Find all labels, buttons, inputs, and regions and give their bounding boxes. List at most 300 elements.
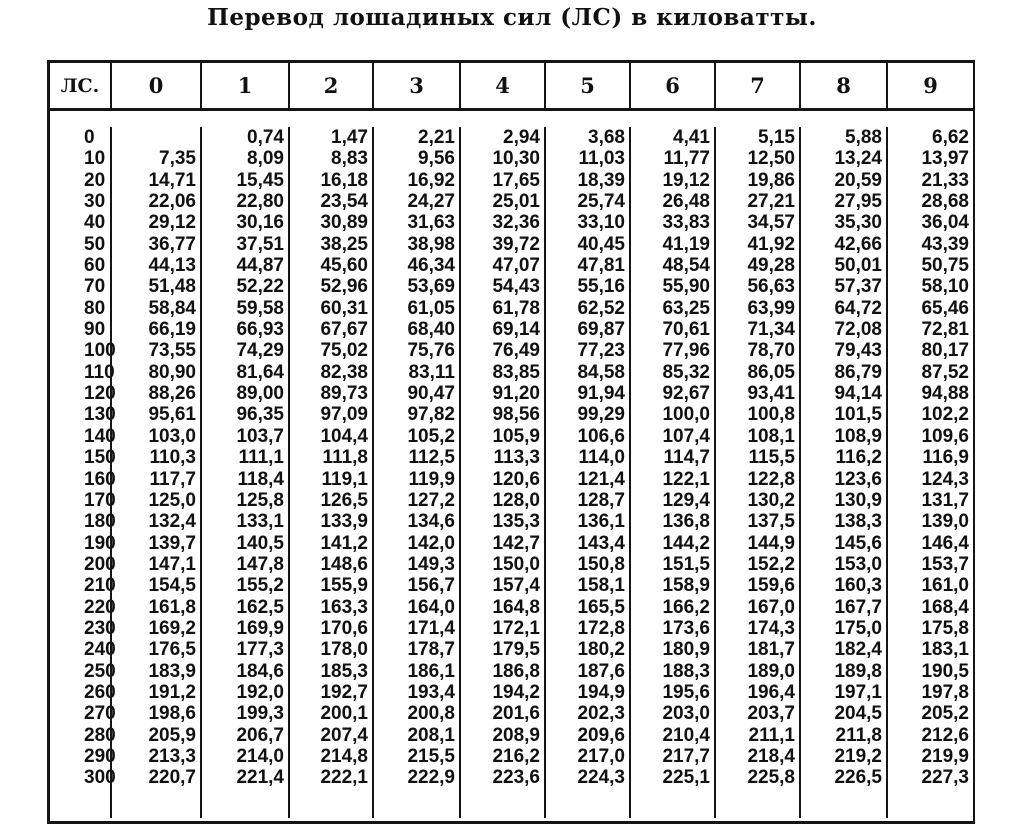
table-cell: 221,4 bbox=[236, 767, 284, 789]
table-cell: 195,6 bbox=[662, 681, 710, 703]
table-cell: 157,4 bbox=[492, 575, 540, 597]
table-cell: 100,0 bbox=[662, 404, 710, 426]
row-label-column bbox=[50, 127, 116, 818]
table-cell: 1,47 bbox=[331, 127, 368, 148]
table-cell: 40,45 bbox=[577, 233, 625, 255]
row-label: 250 bbox=[84, 660, 116, 682]
value-column-4 bbox=[459, 127, 544, 818]
table-cell: 212,6 bbox=[921, 724, 969, 746]
table-cell: 136,8 bbox=[662, 511, 710, 533]
table-cell: 211,8 bbox=[835, 724, 882, 746]
table-cell: 87,52 bbox=[921, 361, 969, 383]
table-cell: 54,43 bbox=[492, 276, 540, 298]
row-label: 130 bbox=[84, 404, 116, 426]
row-label: 220 bbox=[84, 596, 116, 618]
table-cell: 50,75 bbox=[921, 255, 969, 277]
table-cell: 59,58 bbox=[236, 297, 284, 319]
table-cell: 226,5 bbox=[834, 767, 882, 789]
table-cell: 197,1 bbox=[834, 681, 882, 703]
header-col-4: 4 bbox=[459, 63, 544, 108]
table-cell: 175,0 bbox=[834, 617, 882, 639]
table-cell: 62,52 bbox=[577, 297, 625, 319]
table-cell: 109,6 bbox=[921, 425, 969, 447]
table-cell: 200,1 bbox=[320, 703, 368, 725]
table-cell: 73,55 bbox=[148, 340, 196, 362]
table-cell: 192,7 bbox=[320, 681, 368, 703]
row-label: 200 bbox=[84, 553, 116, 575]
table-cell: 185,3 bbox=[320, 660, 368, 682]
table-cell: 37,51 bbox=[236, 233, 284, 255]
table-cell: 105,9 bbox=[492, 425, 540, 447]
table-cell: 173,6 bbox=[662, 617, 710, 639]
table-cell: 104,4 bbox=[320, 425, 368, 447]
table-cell: 206,7 bbox=[236, 724, 284, 746]
table-cell: 210,4 bbox=[662, 724, 710, 746]
value-column-6 bbox=[629, 127, 714, 818]
table-cell: 155,2 bbox=[236, 575, 284, 597]
conversion-table bbox=[47, 60, 975, 824]
table-cell: 202,3 bbox=[577, 703, 625, 725]
table-cell: 108,9 bbox=[834, 425, 882, 447]
table-cell: 215,5 bbox=[407, 745, 455, 767]
table-cell: 147,1 bbox=[148, 553, 196, 575]
table-cell: 159,6 bbox=[747, 575, 795, 597]
row-label: 160 bbox=[84, 468, 116, 490]
table-cell: 162,5 bbox=[236, 596, 284, 618]
table-cell: 150,8 bbox=[577, 553, 625, 575]
table-cell: 150,0 bbox=[492, 553, 540, 575]
header-col-1: 1 bbox=[200, 63, 288, 108]
header-col-2: 2 bbox=[288, 63, 372, 108]
table-cell: 101,5 bbox=[834, 404, 882, 426]
table-cell: 72,08 bbox=[834, 319, 882, 341]
table-cell: 214,8 bbox=[320, 745, 368, 767]
table-cell: 103,0 bbox=[148, 425, 196, 447]
table-cell: 19,86 bbox=[747, 169, 795, 191]
table-cell: 135,3 bbox=[492, 511, 540, 533]
table-cell: 15,45 bbox=[236, 169, 284, 191]
table-cell: 178,7 bbox=[407, 639, 455, 661]
table-cell: 124,3 bbox=[921, 468, 969, 490]
table-cell: 69,87 bbox=[577, 319, 625, 341]
table-cell: 42,66 bbox=[834, 233, 882, 255]
table-cell: 66,93 bbox=[236, 319, 284, 341]
table-cell: 41,92 bbox=[747, 233, 795, 255]
table-cell: 79,43 bbox=[834, 340, 882, 362]
table-cell: 130,9 bbox=[834, 489, 882, 511]
table-cell: 60,31 bbox=[320, 297, 368, 319]
table-cell: 51,48 bbox=[148, 276, 196, 298]
table-cell: 27,95 bbox=[834, 191, 882, 213]
table-cell: 28,68 bbox=[921, 191, 969, 213]
row-label: 70 bbox=[84, 276, 106, 298]
table-cell: 192,0 bbox=[236, 681, 284, 703]
table-cell: 48,54 bbox=[662, 255, 710, 277]
table-cell: 77,23 bbox=[577, 340, 625, 362]
table-cell: 188,3 bbox=[662, 660, 710, 682]
table-cell: 123,6 bbox=[834, 468, 882, 490]
table-cell: 182,4 bbox=[834, 639, 882, 661]
table-header-row bbox=[50, 63, 973, 111]
value-column-2 bbox=[288, 127, 372, 818]
table-cell: 217,0 bbox=[577, 745, 625, 767]
table-cell: 189,8 bbox=[834, 660, 882, 682]
table-cell: 80,90 bbox=[148, 361, 196, 383]
table-cell: 18,39 bbox=[577, 169, 625, 191]
table-cell: 27,21 bbox=[747, 191, 795, 213]
table-cell: 13,97 bbox=[921, 148, 969, 170]
table-cell: 91,94 bbox=[577, 383, 625, 405]
table-cell: 84,58 bbox=[577, 361, 625, 383]
table-cell: 20,59 bbox=[834, 169, 882, 191]
table-cell: 179,5 bbox=[492, 639, 540, 661]
table-cell: 95,61 bbox=[148, 404, 196, 426]
table-cell: 6,62 bbox=[932, 127, 969, 148]
table-cell: 98,56 bbox=[492, 404, 540, 426]
value-column-1 bbox=[200, 127, 288, 818]
table-cell: 110,3 bbox=[149, 447, 196, 469]
table-cell: 100,8 bbox=[747, 404, 795, 426]
header-col-3: 3 bbox=[372, 63, 459, 108]
table-cell: 44,87 bbox=[236, 255, 284, 277]
table-cell: 55,90 bbox=[662, 276, 710, 298]
table-cell: 66,19 bbox=[148, 319, 196, 341]
table-cell: 155,9 bbox=[320, 575, 368, 597]
table-cell: 181,7 bbox=[747, 639, 795, 661]
table-cell: 133,9 bbox=[320, 511, 368, 533]
table-cell: 170,6 bbox=[320, 617, 368, 639]
table-cell: 93,41 bbox=[747, 383, 795, 405]
table-cell: 52,96 bbox=[320, 276, 368, 298]
row-label: 260 bbox=[84, 681, 116, 703]
row-label: 120 bbox=[84, 383, 116, 405]
table-cell: 187,6 bbox=[577, 660, 625, 682]
row-label: 110 bbox=[84, 361, 115, 383]
table-cell: 19,12 bbox=[662, 169, 710, 191]
table-cell: 26,48 bbox=[662, 191, 710, 213]
table-cell: 153,7 bbox=[921, 553, 969, 575]
table-cell: 11,03 bbox=[578, 148, 625, 170]
table-cell: 154,5 bbox=[148, 575, 196, 597]
table-cell: 90,47 bbox=[407, 383, 455, 405]
table-cell: 43,39 bbox=[921, 233, 969, 255]
table-cell: 217,7 bbox=[662, 745, 710, 767]
table-cell: 120,6 bbox=[492, 468, 540, 490]
table-cell: 33,83 bbox=[662, 212, 710, 234]
table-cell: 180,9 bbox=[662, 639, 710, 661]
table-cell: 214,0 bbox=[236, 745, 284, 767]
table-cell: 70,61 bbox=[662, 319, 710, 341]
table-cell: 2,94 bbox=[503, 127, 540, 148]
table-cell: 86,05 bbox=[747, 361, 795, 383]
table-cell: 23,54 bbox=[320, 191, 368, 213]
table-cell: 142,0 bbox=[407, 532, 455, 554]
table-cell: 177,3 bbox=[236, 639, 284, 661]
table-cell: 85,32 bbox=[662, 361, 710, 383]
table-cell: 139,0 bbox=[921, 511, 969, 533]
table-cell: 156,7 bbox=[407, 575, 455, 597]
header-col-9: 9 bbox=[886, 63, 973, 108]
table-cell: 169,2 bbox=[148, 617, 196, 639]
table-cell: 94,14 bbox=[834, 383, 882, 405]
table-cell: 129,4 bbox=[662, 489, 710, 511]
table-cell: 227,3 bbox=[921, 767, 969, 789]
table-cell: 34,57 bbox=[747, 212, 795, 234]
table-cell: 38,98 bbox=[407, 233, 455, 255]
row-label: 280 bbox=[84, 724, 116, 746]
table-cell: 169,9 bbox=[236, 617, 284, 639]
table-cell: 31,63 bbox=[407, 212, 455, 234]
table-cell: 12,50 bbox=[747, 148, 795, 170]
table-cell: 75,76 bbox=[407, 340, 455, 362]
row-label: 20 bbox=[84, 169, 106, 191]
table-cell: 5,88 bbox=[845, 127, 882, 148]
table-cell: 208,9 bbox=[492, 724, 540, 746]
table-cell: 97,82 bbox=[407, 404, 455, 426]
table-cell: 219,2 bbox=[834, 745, 882, 767]
table-cell: 7,35 bbox=[159, 148, 196, 170]
table-cell: 56,63 bbox=[747, 276, 795, 298]
table-cell: 172,8 bbox=[577, 617, 625, 639]
table-cell: 8,09 bbox=[247, 148, 284, 170]
table-cell: 78,70 bbox=[747, 340, 795, 362]
table-cell: 53,69 bbox=[407, 276, 455, 298]
table-cell: 158,9 bbox=[662, 575, 710, 597]
table-cell: 149,3 bbox=[407, 553, 455, 575]
table-cell: 222,9 bbox=[407, 767, 455, 789]
table-cell: 138,3 bbox=[834, 511, 882, 533]
table-cell: 225,1 bbox=[662, 767, 710, 789]
table-cell: 30,89 bbox=[320, 212, 368, 234]
table-cell: 137,5 bbox=[747, 511, 795, 533]
table-cell: 146,4 bbox=[921, 532, 969, 554]
table-cell: 115,5 bbox=[748, 447, 795, 469]
value-column-9 bbox=[886, 127, 973, 818]
table-cell: 118,4 bbox=[237, 468, 284, 490]
table-cell: 55,16 bbox=[577, 276, 625, 298]
table-cell: 176,5 bbox=[148, 639, 196, 661]
table-cell: 222,1 bbox=[320, 767, 368, 789]
table-cell: 178,0 bbox=[320, 639, 368, 661]
table-cell: 191,2 bbox=[148, 681, 196, 703]
table-cell: 219,9 bbox=[921, 745, 969, 767]
table-cell: 61,05 bbox=[407, 297, 455, 319]
table-cell: 88,26 bbox=[148, 383, 196, 405]
table-cell: 107,4 bbox=[662, 425, 710, 447]
table-cell: 147,8 bbox=[236, 553, 284, 575]
table-cell: 158,1 bbox=[577, 575, 625, 597]
table-cell: 58,84 bbox=[148, 297, 196, 319]
header-col-0: 0 bbox=[110, 63, 200, 108]
table-cell: 164,8 bbox=[492, 596, 540, 618]
table-cell: 211,1 bbox=[748, 724, 795, 746]
row-label: 140 bbox=[84, 425, 116, 447]
row-label: 80 bbox=[84, 297, 106, 319]
table-cell bbox=[112, 127, 200, 148]
table-cell: 127,2 bbox=[407, 489, 455, 511]
row-label: 50 bbox=[84, 233, 106, 255]
table-cell: 136,1 bbox=[577, 511, 625, 533]
row-label: 210 bbox=[84, 575, 116, 597]
table-cell: 200,8 bbox=[407, 703, 455, 725]
table-cell: 203,0 bbox=[662, 703, 710, 725]
table-cell: 128,7 bbox=[577, 489, 625, 511]
row-label: 190 bbox=[84, 532, 116, 554]
table-cell: 58,10 bbox=[921, 276, 969, 298]
table-cell: 111,8 bbox=[322, 447, 368, 469]
table-cell: 99,29 bbox=[577, 404, 625, 426]
table-cell: 83,85 bbox=[492, 361, 540, 383]
table-cell: 189,0 bbox=[747, 660, 795, 682]
table-cell: 140,5 bbox=[236, 532, 284, 554]
table-cell: 96,35 bbox=[236, 404, 284, 426]
table-cell: 11,77 bbox=[663, 148, 710, 170]
table-cell: 113,3 bbox=[493, 447, 540, 469]
table-cell: 114,7 bbox=[663, 447, 710, 469]
table-cell: 105,2 bbox=[407, 425, 455, 447]
table-cell: 57,37 bbox=[834, 276, 882, 298]
table-cell: 63,25 bbox=[662, 297, 710, 319]
table-cell: 194,9 bbox=[577, 681, 625, 703]
table-cell: 132,4 bbox=[148, 511, 196, 533]
table-cell: 184,6 bbox=[236, 660, 284, 682]
table-cell: 165,5 bbox=[577, 596, 625, 618]
table-cell: 68,40 bbox=[407, 319, 455, 341]
table-cell: 167,0 bbox=[747, 596, 795, 618]
header-col-8: 8 bbox=[799, 63, 886, 108]
table-cell: 205,2 bbox=[921, 703, 969, 725]
table-cell: 216,2 bbox=[492, 745, 540, 767]
table-cell: 153,0 bbox=[834, 553, 882, 575]
table-cell: 174,3 bbox=[747, 617, 795, 639]
table-cell: 183,1 bbox=[921, 639, 969, 661]
table-cell: 25,01 bbox=[492, 191, 540, 213]
table-cell: 94,88 bbox=[921, 383, 969, 405]
table-cell: 36,04 bbox=[921, 212, 969, 234]
table-cell: 223,6 bbox=[492, 767, 540, 789]
row-label: 40 bbox=[84, 212, 106, 234]
table-cell: 180,2 bbox=[577, 639, 625, 661]
table-cell: 64,72 bbox=[834, 297, 882, 319]
table-cell: 166,2 bbox=[662, 596, 710, 618]
value-column-5 bbox=[544, 127, 629, 818]
table-cell: 119,1 bbox=[321, 468, 368, 490]
table-cell: 29,12 bbox=[148, 212, 196, 234]
table-cell: 128,0 bbox=[492, 489, 540, 511]
table-cell: 141,2 bbox=[320, 532, 368, 554]
table-cell: 201,6 bbox=[492, 703, 540, 725]
table-cell: 116,9 bbox=[922, 447, 969, 469]
table-cell: 148,6 bbox=[320, 553, 368, 575]
table-cell: 39,72 bbox=[492, 233, 540, 255]
table-cell: 114,0 bbox=[578, 447, 625, 469]
table-cell: 163,3 bbox=[320, 596, 368, 618]
table-cell: 8,83 bbox=[331, 148, 368, 170]
row-label: 90 bbox=[84, 319, 106, 341]
row-label: 290 bbox=[84, 745, 116, 767]
value-column-3 bbox=[372, 127, 459, 818]
table-cell: 119,9 bbox=[408, 468, 455, 490]
table-cell: 112,5 bbox=[408, 447, 455, 469]
table-cell: 83,11 bbox=[408, 361, 455, 383]
header-col-5: 5 bbox=[544, 63, 629, 108]
table-cell: 50,01 bbox=[834, 255, 882, 277]
table-cell: 142,7 bbox=[492, 532, 540, 554]
table-cell: 89,73 bbox=[320, 383, 368, 405]
table-cell: 220,7 bbox=[148, 767, 196, 789]
table-cell: 36,77 bbox=[148, 233, 196, 255]
table-cell: 35,30 bbox=[834, 212, 882, 234]
table-cell: 186,8 bbox=[492, 660, 540, 682]
table-cell: 171,4 bbox=[407, 617, 455, 639]
table-cell: 47,81 bbox=[577, 255, 625, 277]
table-cell: 131,7 bbox=[921, 489, 969, 511]
table-cell: 145,6 bbox=[834, 532, 882, 554]
table-cell: 81,64 bbox=[236, 361, 284, 383]
table-cell: 61,78 bbox=[492, 297, 540, 319]
table-cell: 32,36 bbox=[492, 212, 540, 234]
table-cell: 14,71 bbox=[148, 169, 196, 191]
table-cell: 80,17 bbox=[921, 340, 969, 362]
table-cell: 117,7 bbox=[149, 468, 196, 490]
row-label: 10 bbox=[84, 148, 106, 170]
table-body bbox=[50, 111, 973, 818]
table-cell: 130,2 bbox=[747, 489, 795, 511]
table-cell: 207,4 bbox=[320, 724, 368, 746]
header-col-7: 7 bbox=[714, 63, 799, 108]
table-cell: 3,68 bbox=[588, 127, 625, 148]
table-cell: 122,1 bbox=[662, 468, 710, 490]
table-cell: 144,2 bbox=[662, 532, 710, 554]
table-cell: 21,33 bbox=[921, 169, 969, 191]
table-cell: 75,02 bbox=[320, 340, 368, 362]
table-cell: 224,3 bbox=[577, 767, 625, 789]
table-cell: 10,30 bbox=[492, 148, 540, 170]
table-cell: 106,6 bbox=[577, 425, 625, 447]
value-column-7 bbox=[714, 127, 799, 818]
table-cell: 76,49 bbox=[492, 340, 540, 362]
table-cell: 63,99 bbox=[747, 297, 795, 319]
table-cell: 160,3 bbox=[834, 575, 882, 597]
table-cell: 91,20 bbox=[492, 383, 540, 405]
table-cell: 172,1 bbox=[492, 617, 540, 639]
table-cell: 86,79 bbox=[834, 361, 882, 383]
table-cell: 144,9 bbox=[747, 532, 795, 554]
row-label: 150 bbox=[84, 447, 116, 469]
table-cell: 122,8 bbox=[747, 468, 795, 490]
table-cell: 4,41 bbox=[673, 127, 710, 148]
table-cell: 22,80 bbox=[236, 191, 284, 213]
table-cell: 121,4 bbox=[577, 468, 625, 490]
table-cell: 125,0 bbox=[148, 489, 196, 511]
header-hp-label: ЛС. bbox=[60, 74, 100, 97]
table-cell: 25,74 bbox=[577, 191, 625, 213]
table-cell: 126,5 bbox=[320, 489, 368, 511]
table-cell: 82,38 bbox=[320, 361, 368, 383]
table-cell: 116,2 bbox=[835, 447, 882, 469]
table-cell: 152,2 bbox=[747, 553, 795, 575]
table-cell: 134,6 bbox=[407, 511, 455, 533]
table-cell: 97,09 bbox=[320, 404, 368, 426]
table-cell: 65,46 bbox=[921, 297, 969, 319]
table-cell: 89,00 bbox=[236, 383, 284, 405]
table-cell: 193,4 bbox=[407, 681, 455, 703]
table-cell: 102,2 bbox=[921, 404, 969, 426]
table-cell: 125,8 bbox=[236, 489, 284, 511]
table-cell: 203,7 bbox=[747, 703, 795, 725]
table-cell: 168,4 bbox=[921, 596, 969, 618]
table-cell: 103,7 bbox=[236, 425, 284, 447]
